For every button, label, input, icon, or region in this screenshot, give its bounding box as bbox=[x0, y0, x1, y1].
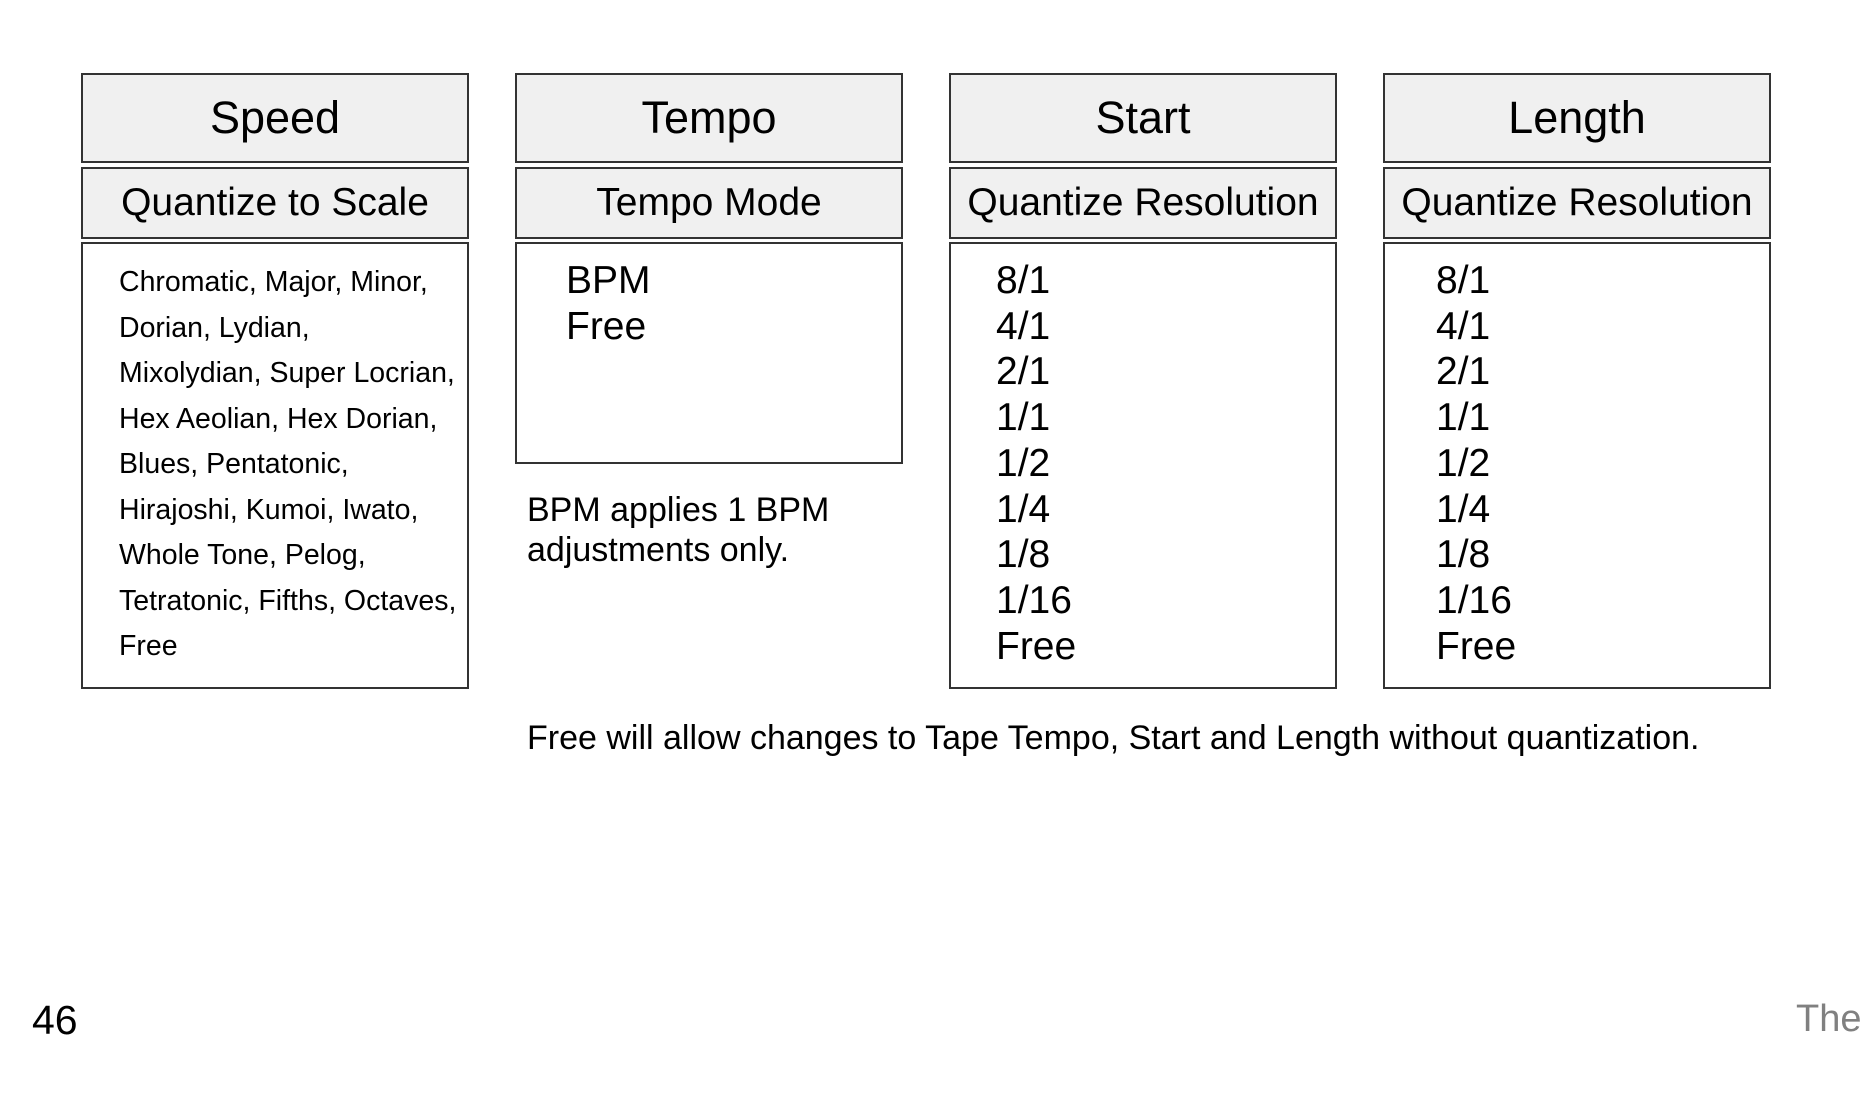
speed-scales-box bbox=[81, 242, 469, 689]
tempo-header: Tempo bbox=[515, 73, 903, 163]
page-number: 46 bbox=[32, 997, 78, 1043]
start-resolution-option: 1/1 bbox=[996, 396, 1051, 440]
length-subheader: Quantize Resolution bbox=[1383, 167, 1771, 239]
speed-subheader: Quantize to Scale bbox=[81, 167, 469, 239]
start-resolution-box bbox=[949, 242, 1337, 689]
start-resolution-option: 1/4 bbox=[996, 487, 1051, 531]
start-resolution-option: 8/1 bbox=[996, 259, 1051, 302]
length-resolution-option: 1/2 bbox=[1436, 441, 1491, 485]
length-resolution-option: 8/1 bbox=[1436, 259, 1491, 302]
start-header: Start bbox=[949, 73, 1337, 163]
start-resolution-option: 4/1 bbox=[996, 304, 1051, 348]
length-resolution-box bbox=[1383, 242, 1771, 689]
length-header: Length bbox=[1383, 73, 1771, 163]
free-mode-note: Free will allow changes to Tape Tempo, Start and Length without quantization. bbox=[527, 719, 1700, 757]
length-resolution-option: 1/1 bbox=[1436, 396, 1491, 440]
length-resolution-option: 1/16 bbox=[1436, 578, 1512, 622]
start-resolution-list bbox=[996, 258, 1076, 669]
start-resolution-option: 1/2 bbox=[996, 441, 1051, 485]
length-resolution-option: 1/8 bbox=[1436, 533, 1491, 577]
start-subheader: Quantize Resolution bbox=[949, 167, 1337, 239]
length-resolution-option: 2/1 bbox=[1436, 350, 1491, 394]
tempo-mode-option: BPM bbox=[566, 259, 651, 302]
length-resolution-option: 4/1 bbox=[1436, 304, 1491, 348]
length-resolution-list bbox=[1436, 258, 1516, 669]
tempo-subheader: Tempo Mode bbox=[515, 167, 903, 239]
tempo-mode-list bbox=[566, 258, 651, 349]
speed-scales-list: Chromatic, Major, Minor, Dorian, Lydian, Mixolydian, Super Locrian, Hex Aeolian, Hex Dorian, Blues, Pentatonic, Hirajoshi, Kumoi, Iwato, Whole Tone, Pelog, Tetratonic, Fifths, Octaves, Free bbox=[119, 266, 457, 662]
start-resolution-option: 1/8 bbox=[996, 533, 1051, 577]
tempo-mode-box bbox=[515, 242, 903, 464]
start-resolution-option: 2/1 bbox=[996, 350, 1051, 394]
tempo-mode-option: Free bbox=[566, 304, 647, 348]
start-resolution-option: Free bbox=[996, 624, 1077, 668]
start-resolution-option: 1/16 bbox=[996, 578, 1072, 622]
length-resolution-option: Free bbox=[1436, 624, 1517, 668]
footer-text-fragment: The bbox=[1796, 998, 1861, 1040]
bpm-note: BPM applies 1 BPM adjustments only. bbox=[527, 491, 830, 569]
length-resolution-option: 1/4 bbox=[1436, 487, 1491, 531]
speed-header: Speed bbox=[81, 73, 469, 163]
